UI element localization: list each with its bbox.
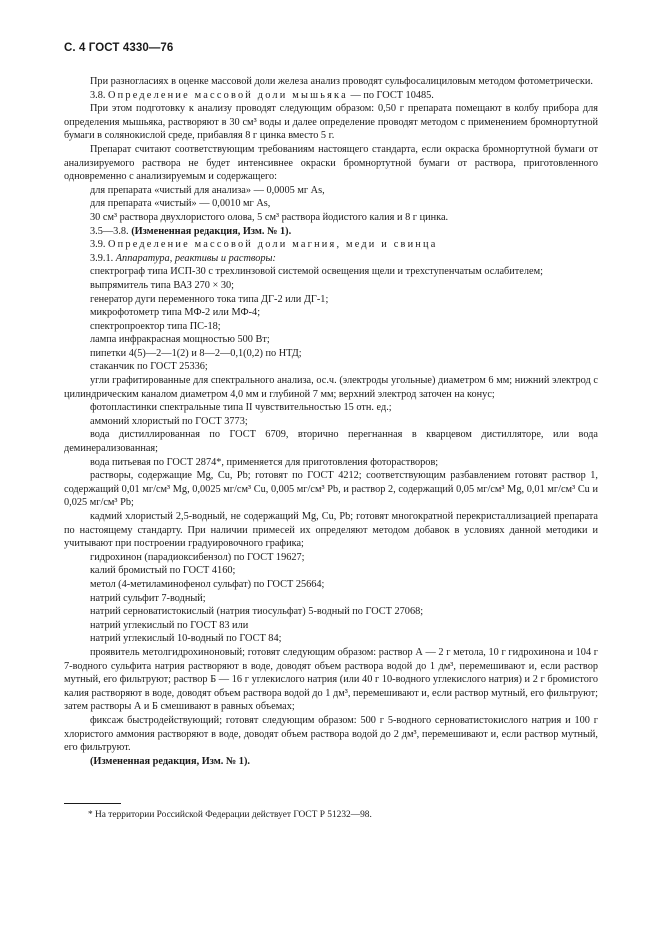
list-item: стаканчик по ГОСТ 25336; <box>90 361 208 373</box>
paragraph-iron: При разногласиях в оценке массовой доли железа анализ проводят сульфосалициловым методом фотометрически. <box>90 76 593 87</box>
section-number: 3.9. <box>90 239 106 251</box>
list-item: для препарата «чистый для анализа» — 0,0005 мг As, <box>90 184 325 196</box>
list-item: аммоний хлористый по ГОСТ 3773; <box>90 415 248 427</box>
list-item: вода питьевая по ГОСТ 2874*, применяется для приготовления фоторастворов; <box>90 456 439 468</box>
list-item: фотопластинки спектральные типа II чувствительностью 15 отн. ед.; <box>90 402 392 414</box>
amendment-note-final: (Измененная редакция, Изм. № 1). <box>90 755 250 767</box>
list-item: натрий серноватистокислый (натрия тиосульфат) 5-водный по ГОСТ 27068; <box>90 606 424 618</box>
section-3-8-heading <box>64 89 598 103</box>
list-item: микрофотометр типа МФ-2 или МФ-4; <box>90 307 261 319</box>
list-item: вода дистиллированная по ГОСТ 6709, вторично перегнанная в кварцевом дистилляторе, или вода деминерализованная; <box>64 429 598 455</box>
list-item: натрий углекислый по ГОСТ 83 или <box>90 619 249 631</box>
list-item: для препарата «чистый» — 0,0010 мг As, <box>90 198 271 210</box>
list-item: лампа инфракрасная мощностью 500 Вт; <box>90 334 270 346</box>
list-item: пипетки 4(5)—2—1(2) и 8—2—0,1(0,2) по НТД; <box>90 347 302 359</box>
subsection-title: Аппаратура, реактивы и растворы: <box>115 252 276 264</box>
list-item: фиксаж быстродействующий; готовят следующим образом: 500 г 5-водного серноватистокислого натрия и 100 г хлористого аммония растворяют в воде, доводят объем раствора водой до 2 дм³, перемешивают и, если раствор мутный, его фильтруют. <box>64 714 598 754</box>
list-item: спектрограф типа ИСП-30 с трехлинзовой системой освещения щели и трехступенчатым ослабителем; <box>90 266 543 278</box>
document-body <box>64 75 598 768</box>
list-item: натрий сульфит 7-водный; <box>90 592 206 604</box>
list-item: кадмий хлористый 2,5-водный, не содержащий Mg, Cu, Pb; готовят многократной перекристаллизацией препарата по настоящему стандарту. При наличии примесей их определяют методом добавок в условиях данной методики и учитывают при построении градуировочного графика; <box>64 511 598 550</box>
list-item: генератор дуги переменного тока типа ДГ-2 или ДГ-1; <box>90 293 329 305</box>
list-item: проявитель метолгидрохиноновый; готовят следующим образом: раствор А — 2 г метола, 10 г гидрохинона и 104 г 7-водного сульфита натрия растворяют в воде, доводят объем раствора водой до 1 дм³, перемешивают и, если раствор мутный, его фильтруют; раствор Б — 16 г углекислого натрия (или 40 г 10-водного углекислого натрия) и 2 г бромистого калия растворяют в воде, доводят объем раствора водой до 1 дм³, перемешивают и, если раствор мутный, его фильтруют; затем растворы А и Б смешивают в равных объемах; <box>64 646 598 713</box>
list-item: гидрохинон (парадиоксибензол) по ГОСТ 19627; <box>90 551 305 563</box>
amendment-note <box>64 225 598 239</box>
list-item: калий бромистый по ГОСТ 4160; <box>90 565 236 577</box>
section-title: Определение массовой доли мышьяка <box>108 89 348 101</box>
subsection-3-9-1-heading <box>64 252 598 266</box>
paragraph-preparation: При этом подготовку к анализу проводят следующим образом: 0,50 г препарата помещают в колбу прибора для определения мышьяка, растворяют в 30 см³ воды и далее определение проводят методом с применением бромнортутной бумаги в солянокислой среде, прибавляя 8 г цинка вместо 5 г. <box>64 103 598 142</box>
list-item: спектропроектор типа ПС-18; <box>90 320 221 332</box>
list-item: натрий углекислый 10-водный по ГОСТ 84; <box>90 633 282 645</box>
section-number: 3.8. <box>90 89 106 101</box>
section-number: 3.5—3.8. <box>90 225 129 237</box>
section-3-9-heading <box>64 238 598 252</box>
list-item: 30 см³ раствора двухлористого олова, 5 см³ раствора йодистого калия и 8 г цинка. <box>90 211 449 223</box>
paragraph-acceptance: Препарат считают соответствующим требованиям настоящего стандарта, если окраска бромнортутной бумаги от анализируемого раствора не будет интенсивнее окраски бромнортутной бумаги от раствора, приготовленного одновременно с анализируемым и содержащего: <box>64 143 598 183</box>
section-number: 3.9.1. <box>90 252 114 264</box>
section-title: Определение массовой доли магния, меди и свинца <box>108 239 438 251</box>
list-item: выпрямитель типа ВАЗ 270 × 30; <box>90 279 235 291</box>
list-item: метол (4-метиламинофенол сульфат) по ГОСТ 25664; <box>90 578 325 590</box>
page-header: С. 4 ГОСТ 4330—76 <box>64 42 174 54</box>
list-item: растворы, содержащие Mg, Cu, Pb; готовят по ГОСТ 4212; соответствующим разбавлением готовят раствор 1, содержащий 0,01 мг/см³ Mg, 0,0025 мг/см³ Cu, 0,005 мг/см³ Pb, и раствор 2, содержащий 0,05 мг/см³ Mg, 0,01 мг/см³ Cu и 0,025 мг/см³ Pb; <box>64 470 598 509</box>
section-reference: — по ГОСТ 10485. <box>350 89 434 101</box>
list-item: угли графитированные для спектрального анализа, ос.ч. (электроды угольные) диаметром 6 мм; нижний электрод с цилиндрическим каналом диаметром 4,0 мм и глубиной 7 мм; верхний электрод заточен на конус; <box>64 375 598 400</box>
amendment-text: (Измененная редакция, Изм. № 1). <box>131 225 292 237</box>
footnote: * На территории Российской Федерации действует ГОСТ Р 51232—98. <box>88 810 372 820</box>
footnote-divider <box>64 803 121 804</box>
